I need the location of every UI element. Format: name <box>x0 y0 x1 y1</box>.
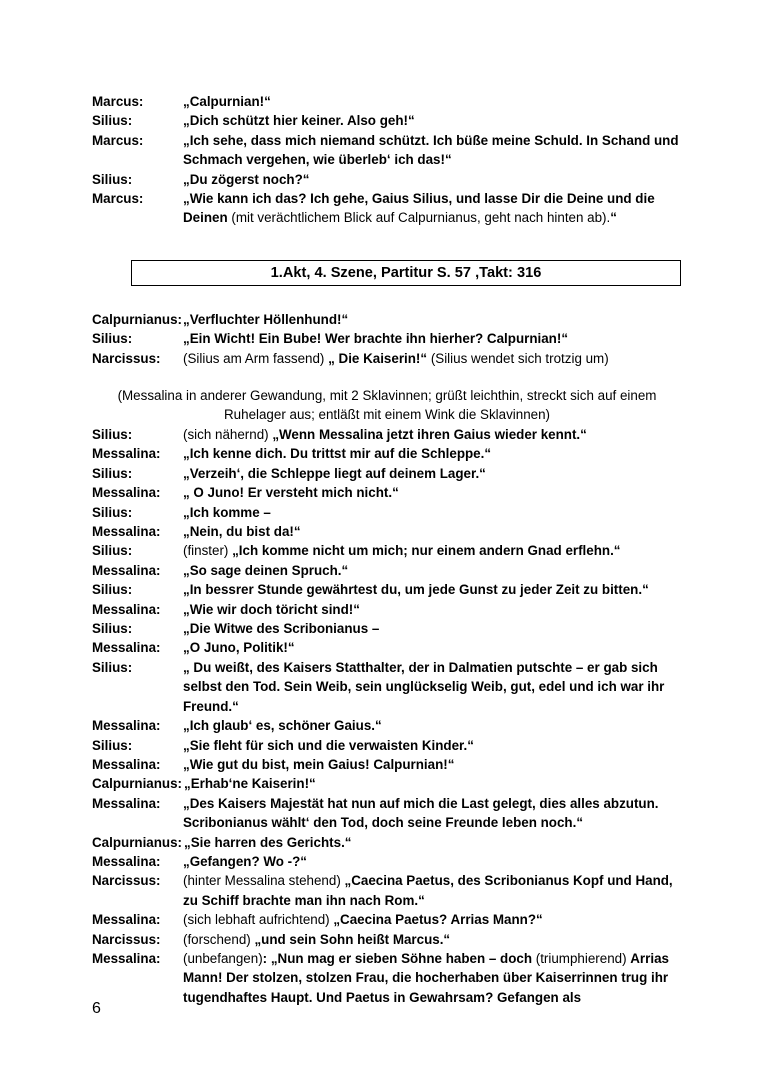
speaker-name: Calpurnianus: <box>92 776 183 792</box>
dialogue-text <box>184 833 682 852</box>
dialogue-line <box>92 600 682 619</box>
speaker-name: Marcus: <box>92 191 144 207</box>
dialogue-text <box>183 92 682 111</box>
dialogue-text <box>183 522 682 541</box>
dialogue-line <box>92 794 682 833</box>
dialogue-line <box>92 716 682 735</box>
speaker-name: Calpurnianus: <box>92 834 183 850</box>
scene-heading: 1.Akt, 4. Szene, Partitur S. 57 ,Takt: 316 <box>131 260 681 286</box>
direction-text: (hinter Messalina stehend) <box>183 873 345 889</box>
speaker-name: Silius: <box>92 582 133 598</box>
dialogue-line <box>92 425 682 444</box>
spoken-text: „ Die Kaiserin!“ <box>328 350 428 366</box>
dialogue-line <box>92 580 682 599</box>
spoken-text: „In bessrer Stunde gewährtest du, um jede Gunst zu jeder Zeit zu bitten.“ <box>183 582 649 598</box>
dialogue-line <box>92 111 682 130</box>
dialogue-text <box>183 483 682 502</box>
speaker-name: Silius: <box>92 113 133 129</box>
dialogue-text <box>183 131 682 170</box>
direction-text: (forschend) <box>183 931 255 947</box>
direction-text: (sich lebhaft aufrichtend) <box>183 912 334 928</box>
dialogue-text <box>183 930 682 949</box>
speaker-name: Marcus: <box>92 94 144 109</box>
spoken-text: „und sein Sohn heißt Marcus.“ <box>254 931 451 947</box>
dialogue-text <box>183 349 682 368</box>
spoken-text: „Wie gut du bist, mein Gaius! Calpurnian!“ <box>183 756 455 772</box>
dialogue-line <box>92 349 682 368</box>
dialogue-line <box>92 444 682 463</box>
page-number: 6 <box>92 1000 101 1017</box>
speaker-name: Messalina: <box>92 950 161 966</box>
dialogue-text <box>183 638 682 657</box>
speaker-name: Silius: <box>92 659 133 675</box>
dialogue-text <box>183 444 682 463</box>
dialogue-text <box>183 580 682 599</box>
dialogue-line <box>92 910 682 929</box>
spoken-text: “ <box>610 210 617 226</box>
spoken-text: „Gefangen? Wo -?“ <box>183 853 307 869</box>
dialogue-line <box>92 638 682 657</box>
dialogue-text <box>183 794 682 833</box>
direction-text: (finster) <box>183 543 233 559</box>
spoken-text: „Ich komme – <box>183 504 271 520</box>
speaker-name: Messalina: <box>92 912 161 928</box>
spoken-text: Arrias Mann! Der stolzen, stolzen Frau, die hocherhaben über Kaiserrinnen trug ihr tugendhaftes Haupt. Und Paetus in Gewahrsam? Gefangen als <box>183 950 669 1005</box>
spoken-text: „ Du weißt, des Kaisers Statthalter, der in Dalmatien putschte – er gab sich selbst den Tod. Sein Weib, sein unglückselig Weib, gut, edel und ich war ihr Freund.“ <box>183 659 665 714</box>
direction-text: (sich nähernd) <box>183 427 273 442</box>
dialogue-text <box>184 774 682 793</box>
speaker-name: Messalina: <box>92 756 161 772</box>
spoken-text: „Die Witwe des Scribonianus – <box>183 621 380 637</box>
spoken-text: „Ich glaub‘ es, schöner Gaius.“ <box>183 718 382 734</box>
direction-text: (Silius am Arm fassend) <box>183 350 329 366</box>
dialogue-line <box>92 736 682 755</box>
speaker-name: Marcus: <box>92 132 144 148</box>
dialogue-text <box>183 561 682 580</box>
dialogue-line <box>92 483 682 502</box>
spoken-text: „Sie harren des Gerichts.“ <box>184 834 352 850</box>
dialogue-block-2 <box>92 310 682 368</box>
speaker-name: Messalina: <box>92 562 161 578</box>
speaker-name: Silius: <box>92 621 133 637</box>
direction-text: (mit verächtlichem Blick auf Calpurnianus, geht nach hinten ab). <box>227 210 611 226</box>
speaker-name: Messalina: <box>92 640 161 656</box>
speaker-name: Narcissus: <box>92 873 161 889</box>
spoken-text: „Ich sehe, dass mich niemand schützt. Ich büße meine Schuld. In Schand und Schmach vergehen, wie überleb‘ ich das!“ <box>183 132 679 168</box>
dialogue-text <box>183 949 682 1007</box>
speaker-name: Silius: <box>92 171 133 187</box>
dialogue-text <box>183 716 682 735</box>
dialogue-block-1 <box>92 92 682 228</box>
speaker-name: Silius: <box>92 465 133 481</box>
spoken-text: „Ich komme nicht um mich; nur einem andern Gnad erflehn.“ <box>232 543 621 559</box>
spoken-text: „Wie wir doch töricht sind!“ <box>183 601 360 617</box>
spoken-text: „ O Juno! Er versteht mich nicht.“ <box>183 485 399 501</box>
speaker-name: Narcissus: <box>92 931 161 947</box>
spoken-text: „Wenn Messalina jetzt ihren Gaius wieder kennt.“ <box>272 427 587 442</box>
dialogue-text <box>183 755 682 774</box>
dialogue-block-3 <box>92 425 682 1007</box>
speaker-name: Silius: <box>92 543 133 559</box>
spoken-text: „Dich schützt hier keiner. Also geh!“ <box>183 113 415 129</box>
dialogue-text <box>183 658 682 716</box>
speaker-name: Narcissus: <box>92 350 161 366</box>
dialogue-line <box>92 329 682 348</box>
dialogue-line <box>92 774 682 793</box>
speaker-name: Calpurnianus: <box>92 312 183 327</box>
spoken-text: „Des Kaisers Majestät hat nun auf mich die Last gelegt, dies alles abzutun. Scribonianus wählt‘ den Tod, doch seine Freunde leben noch.“ <box>183 795 659 831</box>
dialogue-line <box>92 503 682 522</box>
dialogue-text <box>183 503 682 522</box>
dialogue-line <box>92 310 682 329</box>
speaker-name: Messalina: <box>92 524 161 540</box>
speaker-name: Silius: <box>92 504 133 520</box>
spoken-text: „Du zögerst noch?“ <box>183 171 310 187</box>
dialogue-line <box>92 949 682 1007</box>
dialogue-text <box>183 619 682 638</box>
spoken-text: „Ich kenne dich. Du trittst mir auf die Schleppe.“ <box>183 446 492 462</box>
dialogue-line <box>92 619 682 638</box>
spoken-text: „Caecina Paetus? Arrias Mann?“ <box>333 912 543 928</box>
dialogue-line <box>92 658 682 716</box>
dialogue-line <box>92 561 682 580</box>
dialogue-line <box>92 131 682 170</box>
spoken-text: „Nein, du bist da!“ <box>183 524 301 540</box>
dialogue-line <box>92 852 682 871</box>
speaker-name: Messalina: <box>92 485 161 501</box>
speaker-name: Messalina: <box>92 795 161 811</box>
dialogue-text <box>183 600 682 619</box>
dialogue-text <box>183 425 682 444</box>
dialogue-line <box>92 833 682 852</box>
stage-direction: (Messalina in anderer Gewandung, mit 2 Sklavinnen; grüßt leichthin, streckt sich auf einem Ruhelager aus; entläßt mit einem Wink die Sklavinnen) <box>117 388 657 423</box>
spoken-text: „Sie fleht für sich und die verwaisten Kinder.“ <box>183 737 474 753</box>
dialogue-text <box>183 852 682 871</box>
speaker-name: Silius: <box>92 737 133 753</box>
dialogue-text <box>183 329 682 348</box>
dialogue-line <box>92 930 682 949</box>
spoken-text: „So sage deinen Spruch.“ <box>183 562 349 578</box>
direction-text: (Silius wendet sich trotzig um) <box>427 350 609 366</box>
dialogue-text <box>183 910 682 929</box>
dialogue-text <box>183 111 682 130</box>
spoken-text: „Verfluchter Höllenhund!“ <box>183 312 349 327</box>
dialogue-text <box>183 189 682 228</box>
dialogue-text <box>183 541 682 560</box>
spoken-text: „Caecina Paetus, des Scribonianus Kopf und Hand, zu Schiff brachte man ihn nach Rom.“ <box>183 873 673 908</box>
speaker-name: Messalina: <box>92 718 161 734</box>
dialogue-text <box>183 170 682 189</box>
dialogue-line <box>92 464 682 483</box>
dialogue-text <box>183 464 682 483</box>
spoken-text: : „Nun mag er sieben Söhne haben – doch <box>262 950 536 966</box>
dialogue-line <box>92 170 682 189</box>
dialogue-line <box>92 92 682 111</box>
dialogue-line <box>92 189 682 228</box>
spoken-text: „Calpurnian!“ <box>183 94 271 109</box>
dialogue-text <box>183 871 682 910</box>
spoken-text: „Verzeih‘, die Schleppe liegt auf deinem Lager.“ <box>183 465 486 481</box>
speaker-name: Silius: <box>92 331 133 347</box>
dialogue-text <box>183 736 682 755</box>
dialogue-line <box>92 541 682 560</box>
spoken-text: „O Juno, Politik!“ <box>183 640 295 656</box>
spoken-text: „Erhab‘ne Kaiserin!“ <box>184 776 316 792</box>
speaker-name: Messalina: <box>92 853 161 869</box>
speaker-name: Messalina: <box>92 446 161 462</box>
direction-text: (unbefangen) <box>183 950 263 966</box>
speaker-name: Messalina: <box>92 601 161 617</box>
spoken-text: „Wie kann ich das? Ich gehe, Gaius Silius, und lasse Dir die Deine und die Deinen <box>183 191 655 226</box>
dialogue-line <box>92 522 682 541</box>
direction-text: (triumphierend) <box>535 950 631 966</box>
dialogue-text <box>183 310 682 329</box>
speaker-name: Silius: <box>92 427 133 442</box>
spoken-text: „Ein Wicht! Ein Bube! Wer brachte ihn hierher? Calpurnian!“ <box>183 331 569 347</box>
dialogue-line <box>92 755 682 774</box>
dialogue-line <box>92 871 682 910</box>
